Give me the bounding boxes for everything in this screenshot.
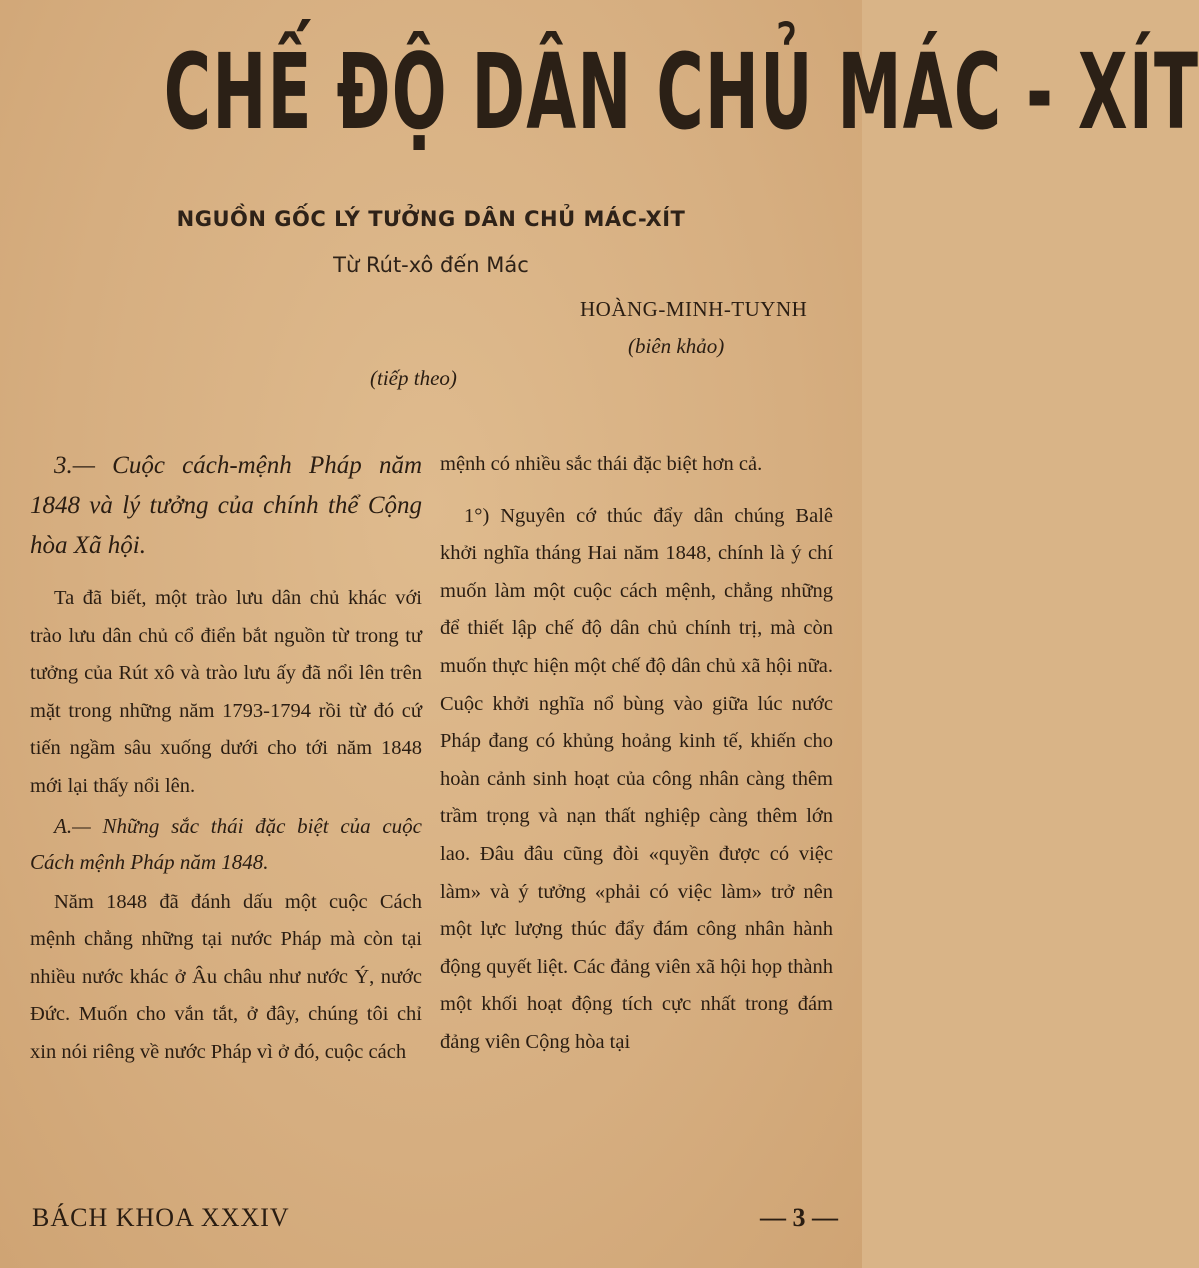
subsection-heading: A.— Những sắc thái đặc biệt của cuộc Cách mệnh Pháp năm 1848.: [30, 813, 422, 874]
section-heading: 3.— Cuộc cách-mệnh Pháp năm 1848 và lý tưởng của chính thể Cộng hòa Xã hội.: [30, 452, 422, 559]
paragraph: Ta đã biết, một trào lưu dân chủ khác với trào lưu dân chủ cổ điển bắt nguồn từ trong tư tưởng của Rút xô và trào lưu ấy đã nổi lên trên mặt trong những năm 1793-1794 rồi từ đó cứ tiến ngầm sâu xuống dưới cho tới năm 1848 mới lại thấy nổi lên.: [30, 587, 422, 797]
publication-name: BÁCH KHOA XXXIV: [32, 1203, 290, 1232]
continued-note: (tiếp theo): [370, 366, 457, 390]
author-name: HOÀNG-MINH-TUYNH: [580, 297, 808, 321]
paragraph: 1°) Nguyên cớ thúc đẩy dân chúng Balê khởi nghĩa tháng Hai năm 1848, chính là ý chí muốn làm một cuộc cách mệnh, chẳng những để thiết lập chế độ dân chủ chính trị, mà còn muốn thực hiện một chế độ dân chủ xã hội nữa. Cuộc khởi nghĩa nổ bùng vào giữa lúc nước Pháp đang có khủng hoảng kinh tế, khiến cho hoàn cảnh sinh hoạt của công nhân càng thêm trầm trọng và nạn thất nghiệp càng thêm lớn lao. Đâu đâu cũng đòi «quyền được có việc làm» và ý tưởng «phải có việc làm» trở nên một lực lượng thúc đẩy đám công nhân hành động quyết liệt. Các đảng viên xã hội họp thành một khối hoạt động tích cực nhất trong đám đảng viên Cộng hòa tại: [440, 504, 833, 1053]
article-subtitle: NGUỒN GỐC LÝ TƯỞNG DÂN CHỦ MÁC-XÍT: [176, 207, 686, 231]
author-role: (biên khảo): [628, 334, 725, 358]
page-number: — 3 —: [760, 1203, 838, 1232]
article-title: CHẾ ĐỘ DÂN CHỦ MÁC - XÍT: [163, 31, 1199, 153]
left-column: [30, 446, 422, 1072]
right-column: [440, 446, 833, 1062]
article-subtitle-secondary: Từ Rút-xô đến Mác: [333, 253, 529, 277]
paragraph: mệnh có nhiều sắc thái đặc biệt hơn cả.: [440, 453, 763, 475]
paragraph: Năm 1848 đã đánh dấu một cuộc Cách mệnh chẳng những tại nước Pháp mà còn tại nhiều nước khác ở Âu châu như nước Ý, nước Đức. Muốn cho vắn tắt, ở đây, chúng tôi chỉ xin nói riêng về nước Pháp vì ở đó, cuộc cách: [30, 890, 422, 1063]
